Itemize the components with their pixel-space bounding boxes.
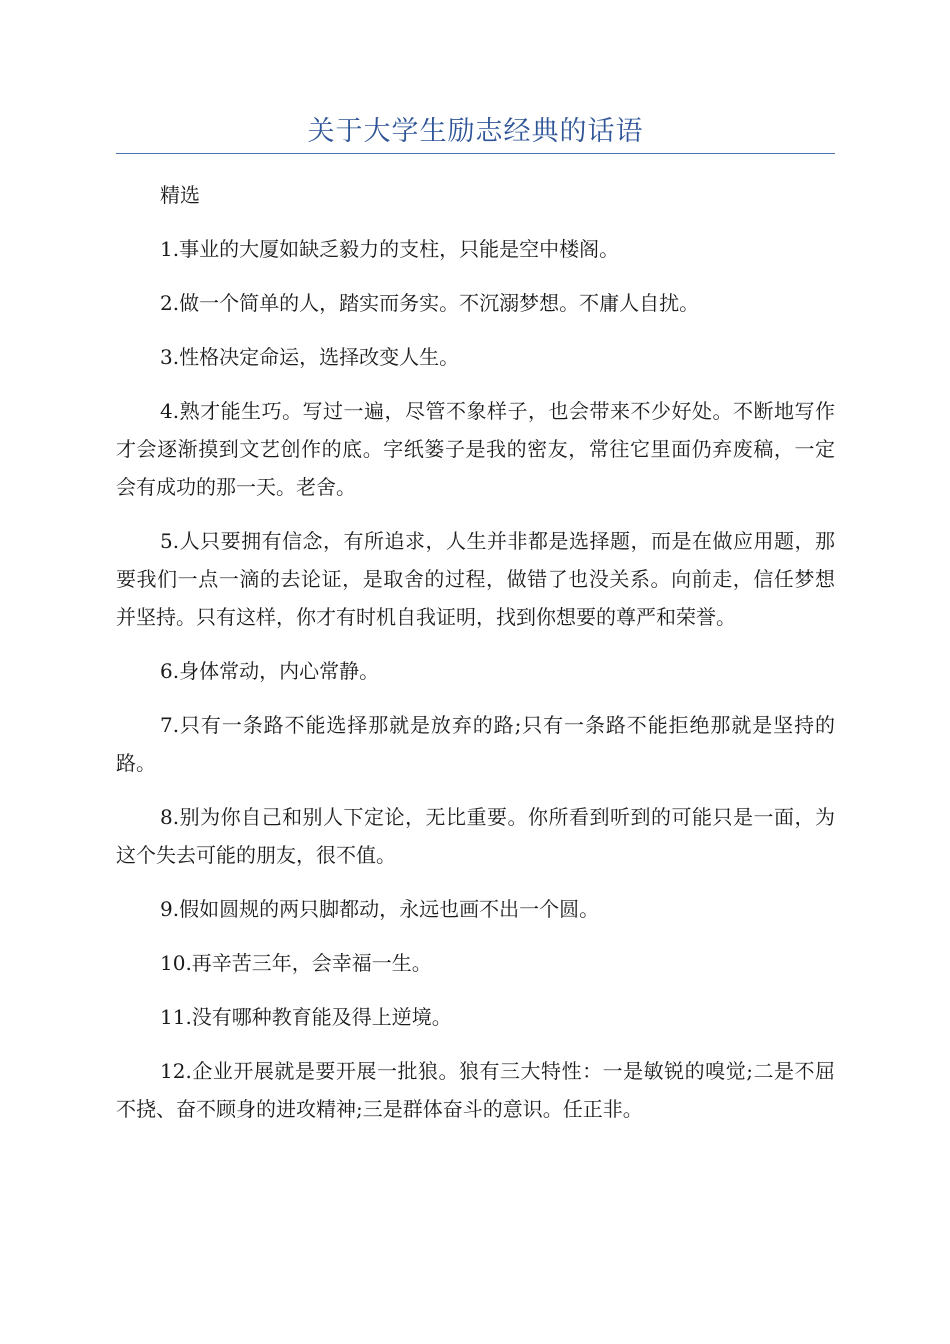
title-underline: [116, 153, 835, 154]
quote-item: 9.假如圆规的两只脚都动，永远也画不出一个圆。: [160, 897, 600, 921]
document-body: [116, 176, 835, 1144]
document-title: 关于大学生励志经典的话语: [307, 116, 644, 147]
section-label: 精选: [160, 183, 200, 207]
quote-item: 3.性格决定命运，选择改变人生。: [160, 345, 460, 369]
quote-item: 8.别为你自己和别人下定论，无比重要。你所看到听到的可能只是一面，为这个失去可能的朋友，很不值。: [116, 805, 835, 867]
quote-item: 6.身体常动，内心常静。: [160, 659, 380, 683]
quote-item: 10.再辛苦三年，会幸福一生。: [160, 951, 432, 975]
quote-item: 4.熟才能生巧。写过一遍，尽管不象样子，也会带来不少好处。不断地写作才会逐渐摸到文艺创作的底。字纸篓子是我的密友，常往它里面仍弃废稿，一定会有成功的那一天。老舍。: [116, 399, 835, 499]
quote-item: 1.事业的大厦如缺乏毅力的支柱，只能是空中楼阁。: [160, 237, 620, 261]
quote-item: 7.只有一条路不能选择那就是放弃的路;只有一条路不能拒绝那就是坚持的路。: [116, 713, 835, 775]
quote-item: 5.人只要拥有信念，有所追求，人生并非都是选择题，而是在做应用题，那要我们一点一滴的去论证，是取舍的过程，做错了也没关系。向前走，信任梦想并坚持。只有这样，你才有时机自我证明，找到你想要的尊严和荣誉。: [116, 529, 835, 629]
quote-item: 2.做一个简单的人，踏实而务实。不沉溺梦想。不庸人自扰。: [160, 291, 700, 315]
quote-item: 11.没有哪种教育能及得上逆境。: [160, 1005, 452, 1029]
quote-item: 12.企业开展就是要开展一批狼。狼有三大特性：一是敏锐的嗅觉;二是不屈不挠、奋不顾身的进攻精神;三是群体奋斗的意识。任正非。: [116, 1059, 835, 1121]
